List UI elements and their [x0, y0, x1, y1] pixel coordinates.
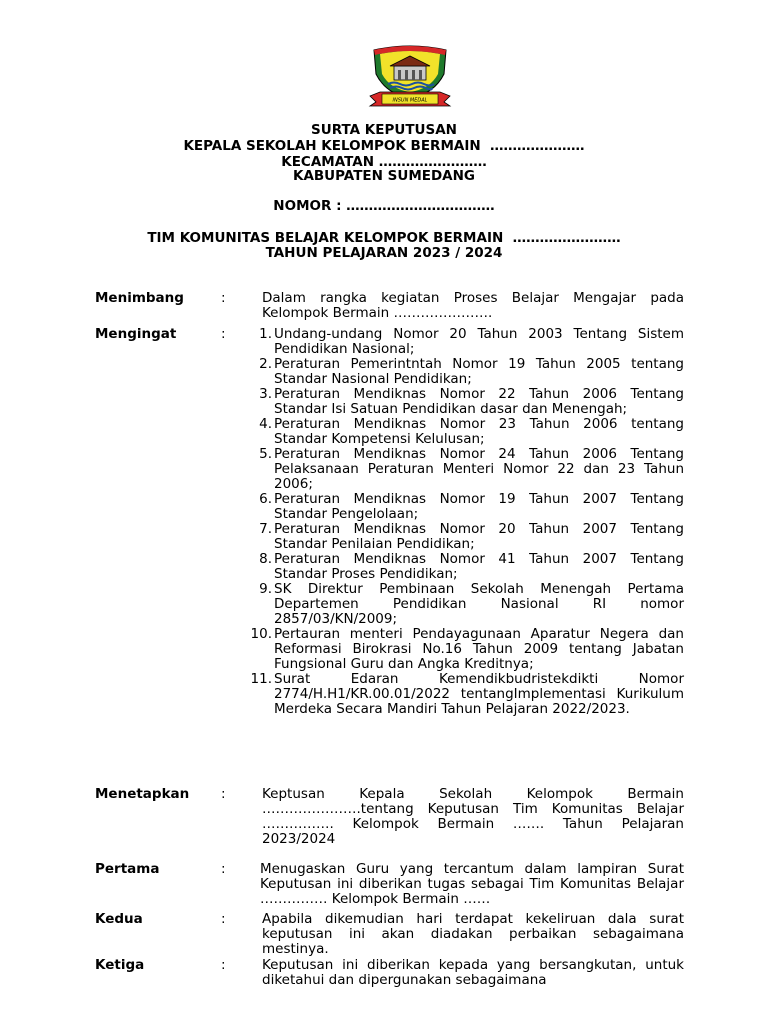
list-item	[244, 327, 684, 357]
list-number: 10.	[250, 626, 272, 642]
list-item	[244, 492, 684, 522]
list-item-text: Peraturan Pemerintntah Nomor 19 Tahun 2005 tentang Standar Nasional Pendidikan;	[274, 356, 684, 387]
nomor-line: NOMOR : ……………………………	[273, 198, 495, 214]
list-item-text: Undang-undang Nomor 20 Tahun 2003 Tentang Sistem Pendidikan Nasional;	[274, 326, 684, 357]
list-number: 6.	[259, 491, 272, 507]
menetapkan-text: Keptusan Kepala Sekolah Kelompok Bermain ………………….tentang Keputusan Tim Komunitas Belajar ……………. Kelompok Bermain ……. Tahun Pelajaran 2023/2024	[262, 786, 684, 847]
list-number: 9.	[259, 581, 272, 597]
tim-title-line: TIM KOMUNITAS BELAJAR KELOMPOK BERMAIN ……………………	[147, 230, 621, 246]
tahun-pelajaran-line: TAHUN PELAJARAN 2023 / 2024	[265, 245, 503, 261]
list-number: 5.	[259, 446, 272, 462]
list-item-text: Peraturan Mendiknas Nomor 41 Tahun 2007 Tentang Standar Proses Pendidikan;	[274, 551, 684, 582]
header-line-kabupaten: KABUPATEN SUMEDANG	[292, 168, 476, 184]
colon: :	[221, 290, 226, 306]
svg-text:INSUN MEDAL: INSUN MEDAL	[392, 97, 428, 104]
colon: :	[221, 786, 226, 802]
list-item	[244, 357, 684, 387]
list-item	[244, 387, 684, 417]
list-item	[244, 417, 684, 447]
list-item-text: Peraturan Mendiknas Nomor 24 Tahun 2006 Tentang Pelaksanaan Peraturan Menteri Nomor 22 dan 23 Tahun 2006;	[274, 446, 684, 492]
list-item	[244, 552, 684, 582]
list-number: 7.	[259, 521, 272, 537]
mengingat-label: Mengingat	[95, 326, 177, 342]
menimbang-text: Dalam rangka kegiatan Proses Belajar Mengajar pada Kelompok Bermain ………………….	[262, 290, 684, 321]
list-item	[244, 582, 684, 627]
list-number: 3.	[259, 386, 272, 402]
list-number: 4.	[259, 416, 272, 432]
list-number: 8.	[259, 551, 272, 567]
list-item	[244, 447, 684, 492]
list-item-text: Peraturan Mendiknas Nomor 22 Tahun 2006 Tentang Standar Isi Satuan Pendidikan dasar dan Menengah;	[274, 386, 684, 417]
list-item-text: Peraturan Mendiknas Nomor 19 Tahun 2007 Tentang Standar Pengelolaan;	[274, 491, 684, 522]
colon: :	[221, 861, 226, 877]
pertama-label: Pertama	[95, 861, 160, 877]
header-line-kepala-sekolah: KEPALA SEKOLAH KELOMPOK BERMAIN …………………	[183, 138, 585, 154]
menetapkan-label: Menetapkan	[95, 786, 190, 802]
list-item	[244, 672, 684, 717]
list-item	[244, 627, 684, 672]
pertama-text: Menugaskan Guru yang tercantum dalam lampiran Surat Keputusan ini diberikan tugas sebagai Tim Komunitas Belajar …………… Kelompok Bermain ……	[260, 861, 684, 907]
menimbang-label: Menimbang	[95, 290, 184, 306]
kedua-text: Apabila dikemudian hari terdapat kekeliruan dala surat keputusan ini akan diadakan perbaikan sebagaimana mestinya.	[262, 911, 684, 957]
colon: :	[221, 911, 226, 927]
colon: :	[221, 326, 226, 342]
document-title: SURTA KEPUTUSAN	[311, 122, 457, 138]
list-item-text: Pertauran menteri Pendayagunaan Aparatur Negera dan Reformasi Birokrasi No.16 Tahun 2009 tentang Jabatan Fungsional Guru dan Angka Kreditnya;	[274, 626, 684, 672]
ketiga-label: Ketiga	[95, 957, 145, 973]
ketiga-text: Keputusan ini diberikan kepada yang bersangkutan, untuk diketahui dan dipergunakan sebagaimana	[262, 957, 684, 988]
list-number: 2.	[259, 356, 272, 372]
header-line-kecamatan: KECAMATAN ……………………	[281, 154, 487, 170]
mengingat-list	[244, 327, 684, 717]
sumedang-emblem-logo	[364, 44, 456, 110]
list-number: 11.	[250, 671, 272, 687]
list-item-text: Peraturan Mendiknas Nomor 23 Tahun 2006 tentang Standar Kompetensi Kelulusan;	[274, 416, 684, 447]
list-number: 1.	[259, 326, 272, 342]
list-item-text: Peraturan Mendiknas Nomor 20 Tahun 2007 Tentang Standar Penilaian Pendidikan;	[274, 521, 684, 552]
colon: :	[221, 957, 226, 973]
list-item-text: SK Direktur Pembinaan Sekolah Menengah Pertama Departemen Pendidikan Nasional RI nomor 2857/03/KN/2009;	[274, 581, 684, 627]
list-item	[244, 522, 684, 552]
list-item-text: Surat Edaran Kemendikbudristekdikti Nomor 2774/H.H1/KR.00.01/2022 tentangImplementasi Kurikulum Merdeka Secara Mandiri Tahun Pelajaran 2022/2023.	[274, 671, 684, 717]
kedua-label: Kedua	[95, 911, 143, 927]
